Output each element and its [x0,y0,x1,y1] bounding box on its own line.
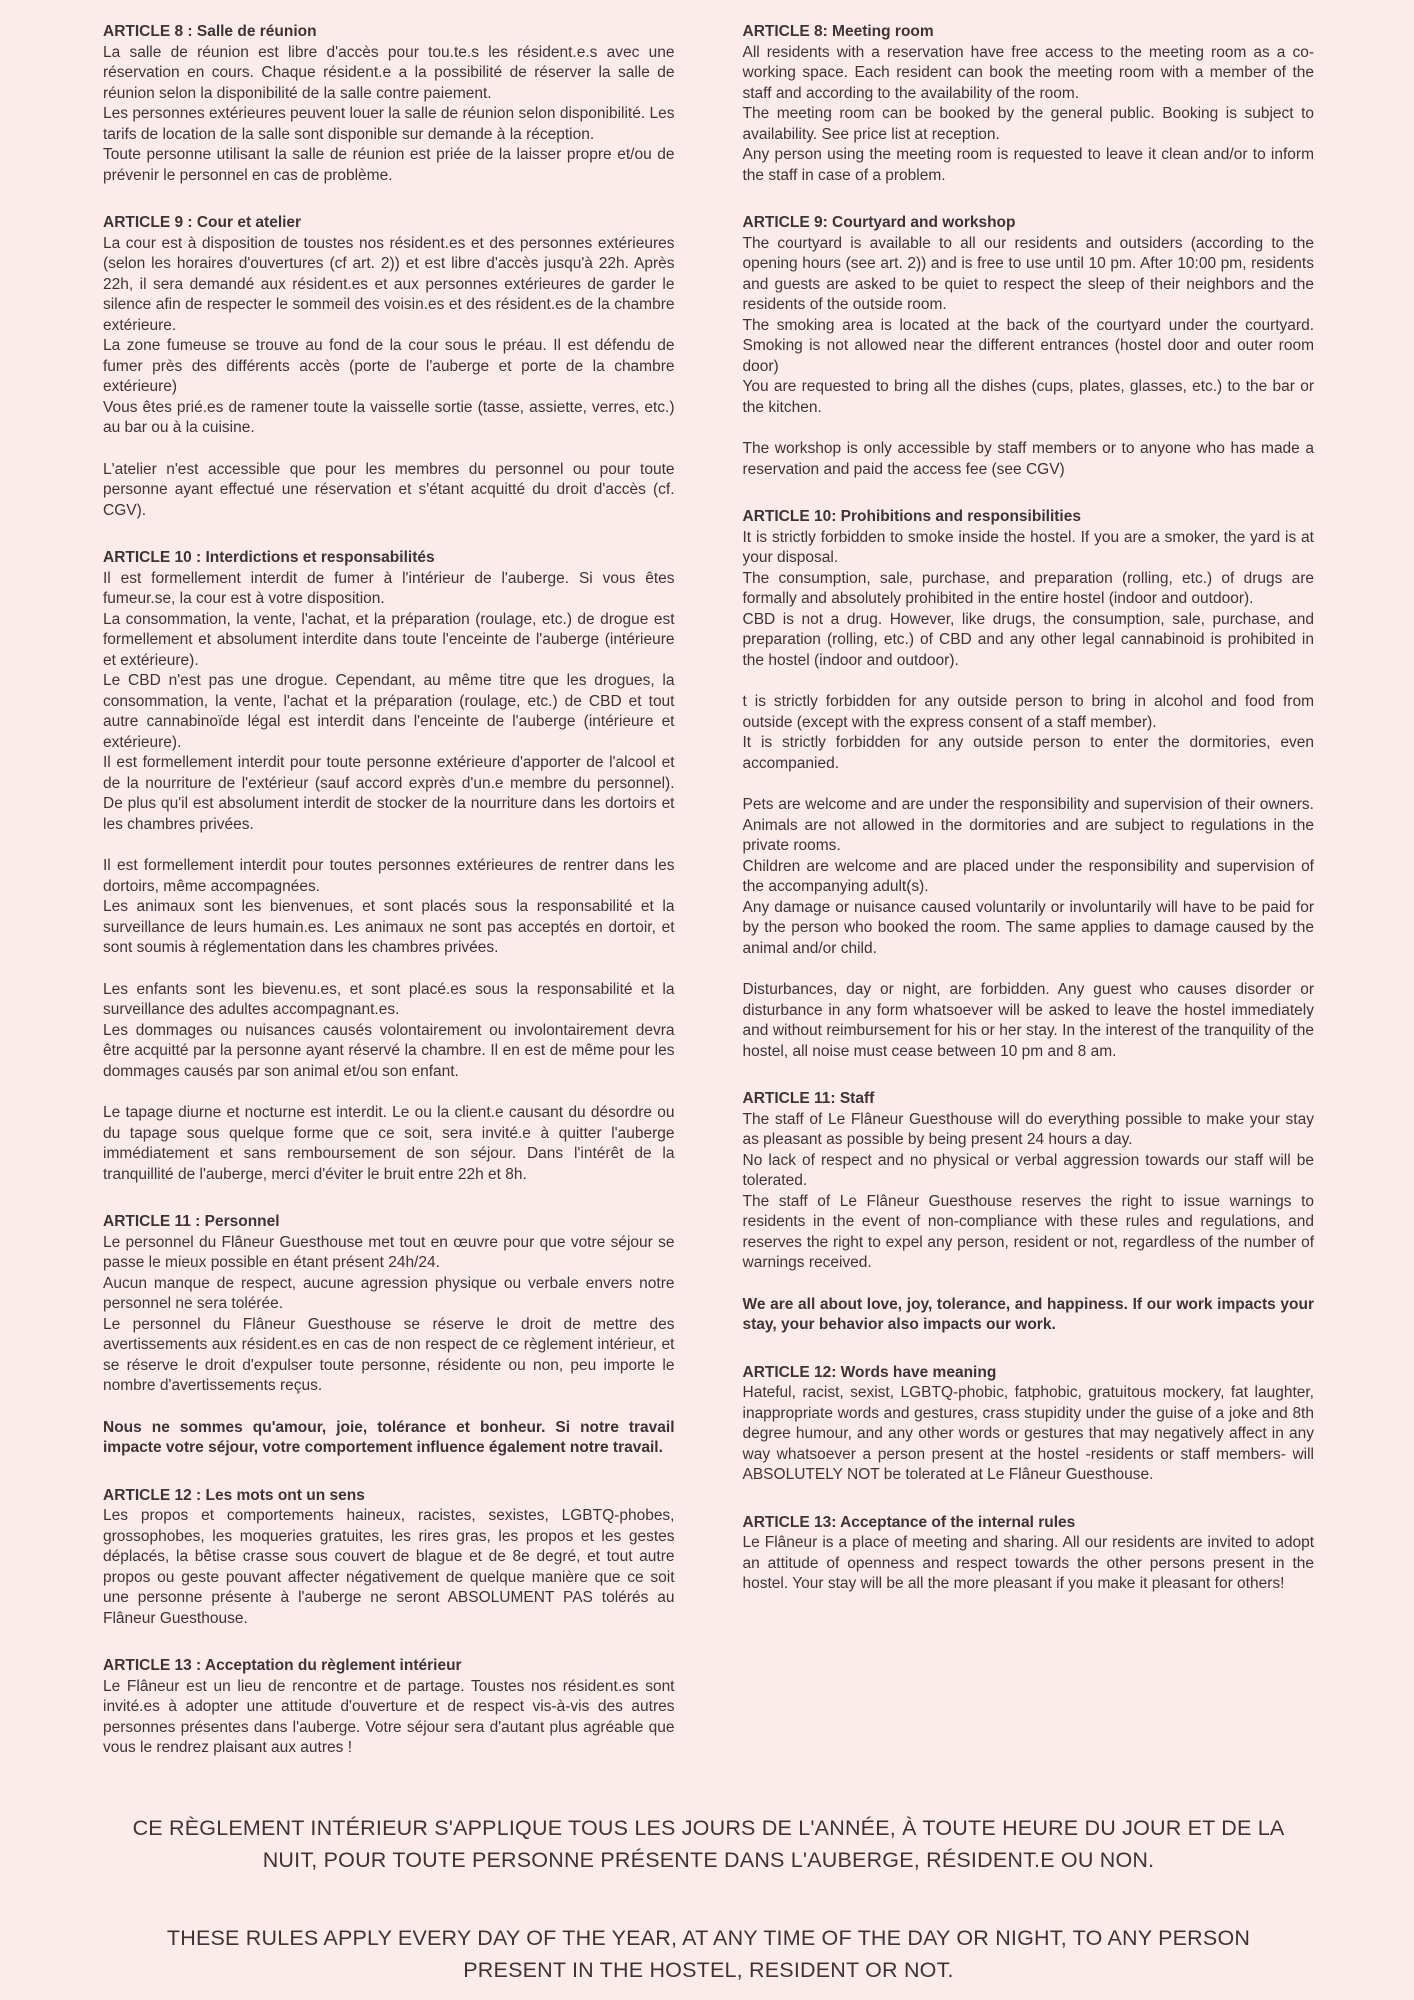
article-heading: ARTICLE 11: Staff [742,1090,875,1107]
article-section-en-12 [743,1363,1315,1486]
article-heading: ARTICLE 12: Words have meaning [742,1363,997,1381]
rule-paragraph: The staff of Le Flâneur Guesthouse will do everything possible to make your stay as pleasant as possible by being present 24 hours a day. [742,1110,1314,1148]
rule-paragraph: No lack of respect and no physical or verbal aggression towards our staff will be tolerated. [742,1151,1314,1189]
rule-paragraph: Pets are welcome and are under the responsibility and supervision of their owners. Animals are not allowed in the dormitories and are subject to regulations in the private rooms. [742,796,1314,854]
rule-paragraph: The smoking area is located at the back of the courtyard under the courtyard. Smoking is not allowed near the different entrances (hostel door and outer room door) [742,316,1314,375]
article-heading: ARTICLE 13: Acceptance of the internal rules [742,1513,1076,1531]
footer-notice-fr: CE RÈGLEMENT INTÉRIEUR S'APPLIQUE TOUS LES JOURS DE L'ANNÉE, À TOUTE HEURE DU JOUR ET DE LA NUIT, POUR TOUTE PERSONNE PRÉSENTE DANS L'AUBERGE, RÉSIDENT.E OU NON. [132,1816,1285,1872]
article-heading: ARTICLE 11 : Personnel [103,1213,280,1230]
footer [103,1812,1314,1986]
article-heading: ARTICLE 9 : Cour et atelier [103,214,302,231]
article-section-fr-9 [103,213,675,521]
article-section-fr-10 [103,548,675,1185]
rule-paragraph: Les dommages ou nuisances causés volontairement ou involontairement devra être acquitté par la personne ayant réservé la chambre. Il en est de même pour les dommages causés par son animal et/ou son enfant. [103,1021,675,1080]
rule-paragraph: t is strictly forbidden for any outside person to bring in alcohol and food from outside (except with the express consent of a staff member). [742,693,1314,731]
rule-paragraph: Il est formellement interdit pour toute personne extérieure d'apporter de l'alcool et de la nourriture de l'extérieur (sauf accord exprès d'un.e membre du personnel). De plus qu'il est absolument interdit de stocker de la nourriture dans les dortoirs et les chambres privées. [103,754,675,833]
rule-paragraph: Any damage or nuisance caused voluntarily or involuntarily will have to be paid for by the person who booked the room. The same applies to damage caused by the animal and/or child. [742,898,1314,957]
english-column [743,22,1315,1759]
footer-notice-en: THESE RULES APPLY EVERY DAY OF THE YEAR, AT ANY TIME OF THE DAY OR NIGHT, TO ANY PERSON PRESENT IN THE HOSTEL, RESIDENT OR NOT. [166,1926,1251,1982]
rule-paragraph: Les propos et comportements haineux, racistes, sexistes, LGBTQ-phobes, grossophobes, les moqueries gratuites, les rires gras, les propos et les gestes déplacés, la bêtise crasse sous couvert de blague et de 8e degré, et tout autre propos ou geste pouvant affecter négativement de quelque manière que ce soit une personne présente à l'auberge ne seront ABSOLUMENT PAS tolérés au Flâneur Guesthouse. [103,1507,675,1627]
rule-paragraph: La cour est à disposition de toustes nos résident.es et des personnes extérieures (selon les horaires d'ouvertures (cf art. 2)) et est libre d'accès jusqu'à 22h. Après 22h, il sera demandé aux résident.es et aux personnes extérieures de garder le silence afin de respecter le sommeil des voisin.es et des résident.es de la chambre extérieure. [103,234,675,334]
french-column [103,22,675,1759]
article-section-en-10 [743,507,1315,1062]
article-heading: ARTICLE 13 : Acceptation du règlement intérieur [103,1657,462,1674]
rule-paragraph: Le personnel du Flâneur Guesthouse se réserve le droit de mettre des avertissements aux résident.es en cas de non respect de ce règlement intérieur, et se réserve le droit d'expulser toute personne, résidente ou non, peu importe le nombre d'avertissements reçus. [103,1315,675,1394]
rule-paragraph: Les animaux sont les bienvenues, et sont placés sous la responsabilité et la surveillance de leurs humain.es. Les animaux ne sont pas acceptés en dortoir, et sont soumis à réglementation dans les chambres privées. [103,898,675,956]
article-section-fr-11 [103,1212,675,1459]
rule-paragraph: Vous êtes prié.es de ramener toute la vaisselle sortie (tasse, assiette, verres, etc.) au bar ou à la cuisine. [103,398,675,436]
rule-paragraph: CBD is not a drug. However, like drugs, the consumption, sale, purchase, and preparation (rolling, etc.) of CBD and any other legal cannabinoid is prohibited in the hostel (indoor and outdoor). [742,610,1314,669]
rule-paragraph: Le personnel du Flâneur Guesthouse met tout en œuvre pour que votre séjour se passe le mieux possible en étant présent 24h/24. [103,1233,675,1271]
rule-paragraph: Le Flâneur is a place of meeting and sharing. All our residents are invited to adopt an attitude of openness and respect towards the other persons present in the hostel. Your stay will be all the more pleasant if you make it pleasant for others! [742,1534,1314,1592]
rule-paragraph: The consumption, sale, purchase, and preparation (rolling, etc.) of drugs are formally and absolutely prohibited in the entire hostel (indoor and outdoor). [742,569,1314,607]
rule-paragraph: All residents with a reservation have free access to the meeting room as a co-working space. Each resident can book the meeting room with a member of the staff and according to the availability of the room. [742,43,1314,102]
rule-paragraph: Il est formellement interdit de fumer à l'intérieur de l'auberge. Si vous êtes fumeur.se, la cour est à votre disposition. [103,569,675,607]
article-section-en-11 [743,1089,1315,1336]
rule-paragraph: Le Flâneur est un lieu de rencontre et de partage. Toustes nos résident.es sont invité.es à adopter une attitude d'ouverture et de respect vis-à-vis des autres personnes présentes dans l'auberge. Votre séjour sera d'autant plus agréable que vous le rendrez plaisant aux autres ! [103,1677,675,1756]
rule-paragraph: Any person using the meeting room is requested to leave it clean and/or to inform the staff in case of a problem. [742,146,1314,184]
rule-paragraph: The workshop is only accessible by staff members or to anyone who has made a reservation and paid the access fee (see CGV) [742,440,1314,478]
rule-paragraph: Il est formellement interdit pour toutes personnes extérieures de rentrer dans les dortoirs, même accompagnées. [103,857,675,895]
rule-paragraph: La consommation, la vente, l'achat, et la préparation (roulage, etc.) de drogue est formellement et absolument interdite dans toute l'enceinte de l'auberge (intérieure et extérieure). [103,610,675,669]
rule-paragraph: The meeting room can be booked by the general public. Booking is subject to availability. See price list at reception. [742,105,1314,143]
rule-paragraph: La zone fumeuse se trouve au fond de la cour sous le préau. Il est défendu de fumer près des différents accès (porte de l'auberge et porte de la chambre extérieure) [103,337,675,395]
article-heading: ARTICLE 10 : Interdictions et responsabilités [103,549,435,566]
article-section-fr-13 [103,1656,675,1759]
article-heading: ARTICLE 9: Courtyard and workshop [742,214,1016,231]
rule-paragraph: Les personnes extérieures peuvent louer la salle de réunion selon disponibilité. Les tarifs de location de la salle sont disponible sur demande à la réception. [103,105,675,143]
article-heading: ARTICLE 8 : Salle de réunion [103,23,317,40]
rule-paragraph: Les enfants sont les bievenu.es, et sont placé.es sous la responsabilité et la surveillance des adultes accompagnant.es. [103,980,675,1018]
article-section-en-13 [743,1513,1315,1595]
rule-paragraph: L'atelier n'est accessible que pour les membres du personnel ou pour toute personne ayant effectué une réservation et s'étant acquitté du droit d'accès (cf. CGV). [103,460,675,519]
rule-paragraph: Children are welcome and are placed under the responsibility and supervision of the accompanying adult(s). [742,857,1314,895]
rule-paragraph: You are requested to bring all the dishes (cups, plates, glasses, etc.) to the bar or the kitchen. [742,378,1314,416]
article-section-en-9 [743,213,1315,480]
rule-paragraph: The courtyard is available to all our residents and outsiders (according to the opening hours (see art. 2)) and is free to use until 10 pm. After 10:00 pm, residents and guests are asked to be quiet to respect the sleep of their neighbors and the residents of the outside room. [742,234,1314,313]
rule-paragraph: Aucun manque de respect, aucune agression physique ou verbale envers notre personnel ne sera tolérée. [103,1274,675,1312]
article-heading: ARTICLE 8: Meeting room [742,23,934,40]
rule-paragraph-emphasis: We are all about love, joy, tolerance, and happiness. If our work impacts your stay, your behavior also impacts our work. [742,1295,1314,1333]
rule-paragraph: The staff of Le Flâneur Guesthouse reserves the right to issue warnings to residents in the event of non-compliance with these rules and regulations, and reserves the right to expel any person, resident or not, regardless of the number of warnings received. [742,1192,1314,1271]
rule-paragraph: Disturbances, day or night, are forbidden. Any guest who causes disorder or disturbance in any form whatsoever will be asked to leave the hostel immediately and without reimbursement for his or her stay. In the interest of the tranquility of the hostel, all noise must cease between 10 pm and 8 am. [742,981,1314,1060]
article-heading: ARTICLE 12 : Les mots ont un sens [103,1486,365,1504]
rule-paragraph: La salle de réunion est libre d'accès pour tou.te.s les résident.e.s avec une réservation en cours. Chaque résident.e a la possibilité de réserver la salle de réunion selon la disponibilité de la salle contre paiement. [103,43,675,102]
rules-columns [103,22,1314,1759]
rule-paragraph: It is strictly forbidden for any outside person to enter the dormitories, even accompanied. [742,734,1314,772]
rule-paragraph: Toute personne utilisant la salle de réunion est priée de la laisser propre et/ou de prévenir le personnel en cas de problème. [103,146,675,184]
rule-paragraph: Le CBD n'est pas une drogue. Cependant, au même titre que les drogues, la consommation, la vente, l'achat et la préparation (roulage, etc.) de CBD et tout autre cannabinoïde légal est interdit dans l'enceinte de l'auberge (intérieure et extérieure). [103,672,675,751]
article-heading: ARTICLE 10: Prohibitions and responsibilities [742,508,1081,525]
article-section-fr-8 [103,22,675,186]
rule-paragraph: Le tapage diurne et nocturne est interdit. Le ou la client.e causant du désordre ou du tapage sous quelque forme que ce soit, sera invité.e à quitter l'auberge immédiatement et sans remboursement de son séjour. Dans l'intérêt de la tranquillité de l'auberge, merci d'éviter le bruit entre 22h et 8h. [103,1104,675,1183]
rule-paragraph: Hateful, racist, sexist, LGBTQ-phobic, fatphobic, gratuitous mockery, fat laughter, inappropriate words and gestures, crass stupidity under the guise of a joke and 8th degree humour, and any other words or gestures that may negatively affect in any way whatsoever a person present at the hostel -residents or staff members- will ABSOLUTELY NOT be tolerated at Le Flâneur Guesthouse. [742,1384,1314,1483]
rule-paragraph: It is strictly forbidden to smoke inside the hostel. If you are a smoker, the yard is at your disposal. [742,528,1314,566]
rule-paragraph-emphasis: Nous ne sommes qu'amour, joie, tolérance et bonheur. Si notre travail impacte votre séjour, votre comportement influence également notre travail. [103,1418,675,1456]
article-section-fr-12 [103,1486,675,1630]
article-section-en-8 [743,22,1315,186]
